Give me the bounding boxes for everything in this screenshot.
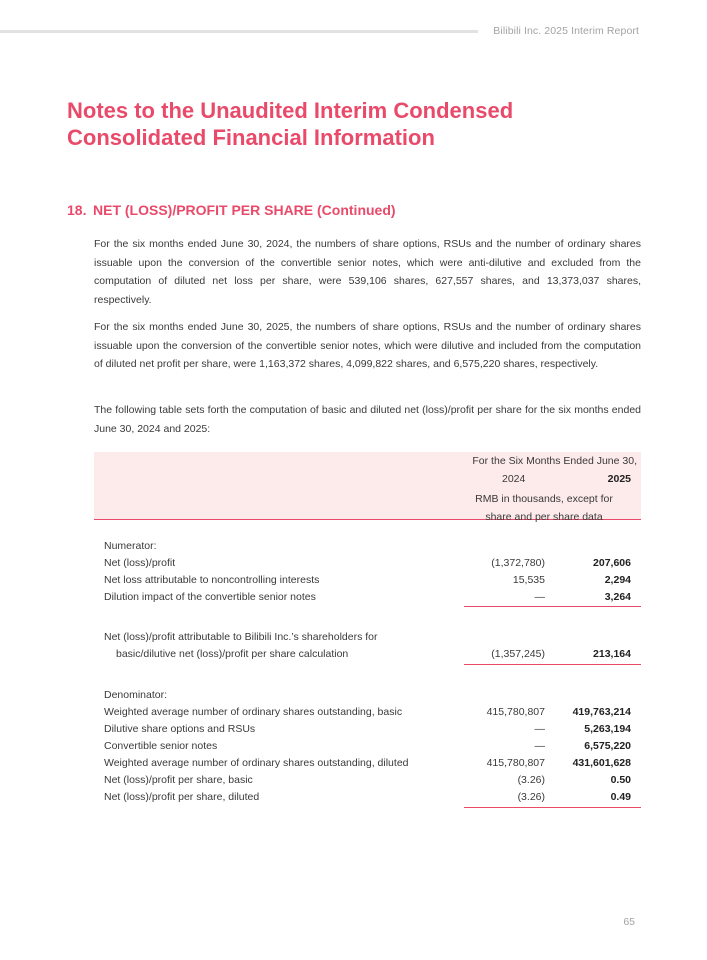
value-2024: (1,372,780): [491, 557, 545, 569]
value-2025: 0.50: [610, 774, 631, 786]
value-2025: 3,264: [604, 591, 631, 603]
value-2024: 15,535: [512, 574, 545, 586]
row-label: Net (loss)/profit per share, basic: [104, 774, 253, 786]
table-row: [94, 687, 641, 704]
value-2025: 2,294: [604, 574, 631, 586]
value-2025: 5,263,194: [584, 723, 631, 735]
value-2025: 207,606: [593, 557, 631, 569]
table-row: [94, 538, 641, 555]
paragraph-2025-dilutive: For the six months ended June 30, 2025, the numbers of share options, RSUs and the number of ordinary shares issuable upon the conversion of the convertible senior notes, which were dilutive and included from the computation of diluted net profit per share, were 1,163,372 shares, 4,099,822 shares, and 6,575,220 shares, respectively.: [94, 321, 641, 370]
value-2025: 0.49: [610, 791, 631, 803]
table-row: [94, 755, 641, 772]
value-2024: —: [534, 723, 545, 735]
row-label: basic/dilutive net (loss)/profit per share calculation: [116, 648, 349, 660]
unit-note-line-2: share and per share data: [485, 511, 603, 523]
row-label: Net loss attributable to noncontrolling interests: [104, 574, 320, 586]
row-label: Weighted average number of ordinary shares outstanding, diluted: [104, 757, 409, 769]
table-row: [94, 789, 641, 806]
paragraph-2024-antidilutive: For the six months ended June 30, 2024, the numbers of share options, RSUs and the number of ordinary shares issuable upon the conversion of the convertible senior notes, which were anti-dilutive and excluded from the computation of diluted net loss per share, were 539,106 shares, 627,557 shares, and 13,373,037 shares, respectively.: [94, 238, 641, 306]
financial-table: [94, 452, 641, 803]
value-2024: —: [534, 591, 545, 603]
row-label: Numerator:: [104, 540, 157, 552]
section-heading: [67, 202, 396, 218]
value-2025: 6,575,220: [584, 740, 631, 752]
year-2025-header: 2025: [607, 473, 631, 485]
table-row: [94, 772, 641, 789]
page-number: 65: [623, 916, 635, 928]
table-row: [94, 572, 641, 589]
row-label: Convertible senior notes: [104, 740, 218, 752]
row-label: Weighted average number of ordinary shares outstanding, basic: [104, 706, 403, 718]
subtotal-rule: [464, 606, 641, 607]
page-title: Notes to the Unaudited Interim Condensed Consolidated Financial Information: [67, 98, 514, 150]
value-2024: (3.26): [517, 791, 545, 803]
row-label: Net (loss)/profit per share, diluted: [104, 791, 260, 803]
value-2024: 415,780,807: [486, 706, 545, 718]
final-rule: [464, 807, 641, 808]
report-name: Bilibili Inc. 2025 Interim Report: [493, 25, 639, 37]
table-row: [94, 629, 641, 646]
value-2025: 213,164: [593, 648, 631, 660]
row-label: Dilution impact of the convertible senior notes: [104, 591, 316, 603]
value-2024: (1,357,245): [491, 648, 545, 660]
value-2025: 431,601,628: [572, 757, 631, 769]
header-rule: [0, 30, 478, 33]
row-label: Denominator:: [104, 689, 168, 701]
value-2024: (3.26): [517, 774, 545, 786]
section-number: 18.: [67, 202, 87, 218]
table-header: [94, 452, 641, 523]
table-row: [94, 738, 641, 755]
value-2025: 419,763,214: [572, 706, 631, 718]
year-2024-header: 2024: [502, 473, 526, 485]
row-label: Net (loss)/profit attributable to Bilibili Inc.’s shareholders for: [104, 631, 378, 643]
unit-note-line-1: RMB in thousands, except for: [475, 493, 613, 505]
paragraph-table-intro: The following table sets forth the computation of basic and diluted net (loss)/profit per share for the six months ended June 30, 2024 and 2025:: [94, 404, 641, 435]
value-2024: 415,780,807: [486, 757, 545, 769]
row-label: Net (loss)/profit: [104, 557, 176, 569]
value-2024: —: [534, 740, 545, 752]
table-row: [94, 721, 641, 738]
table-row: [94, 704, 641, 721]
unit-note: [464, 490, 624, 526]
section-title: NET (LOSS)/PROFIT PER SHARE (Continued): [93, 202, 396, 218]
total-rule: [464, 664, 641, 665]
row-label: Dilutive share options and RSUs: [104, 723, 256, 735]
table-row: [94, 646, 641, 663]
table-row: [94, 555, 641, 572]
table-row: [94, 589, 641, 606]
period-header: For the Six Months Ended June 30,: [472, 455, 637, 467]
